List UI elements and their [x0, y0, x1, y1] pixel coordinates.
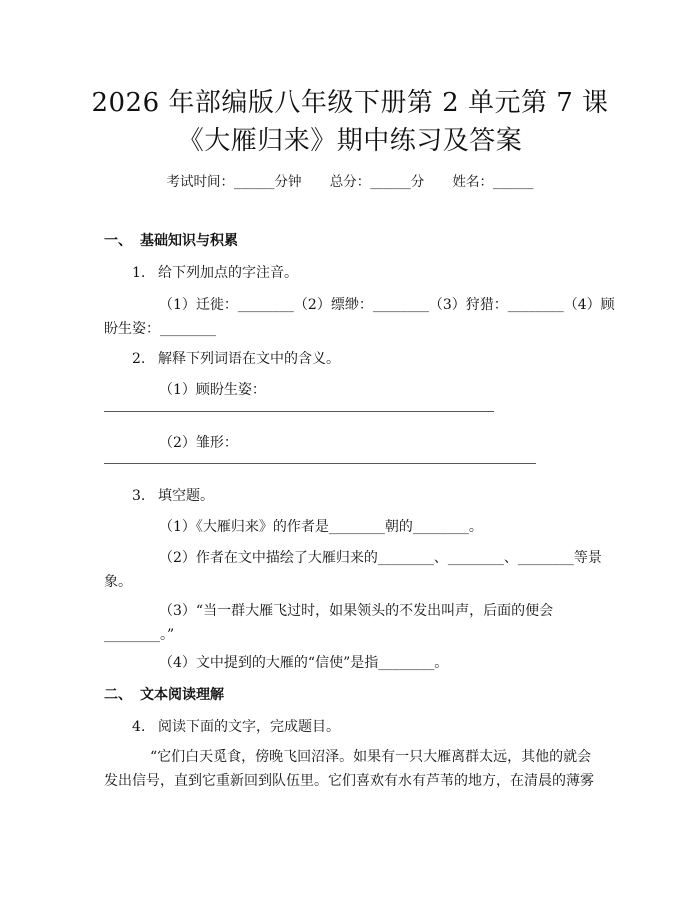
section-title: 文本阅读理解: [140, 687, 224, 703]
question-number: 2.: [132, 351, 146, 367]
fill-blank-line: 象。: [104, 574, 132, 590]
question: [132, 348, 340, 368]
answer-line: （1）迁徙：________（2）缥缈：________（3）狩猎：________（4）顾: [159, 297, 615, 313]
answer-prompt: （1）顾盼生姿：: [159, 382, 266, 398]
fill-blank-line: ________。”: [104, 627, 175, 643]
question-text: 阅读下面的文字，完成题目。: [158, 719, 340, 735]
page-title-line1: 2026 年部编版八年级下册第 2 单元第 7 课: [91, 88, 609, 118]
fill-blank-line: （3）“当一群大雁飞过时，如果领头的不发出叫声，后面的便会: [159, 603, 554, 619]
reading-passage-line: “它们白天觅食，傍晚飞回沼泽。如果有一只大雁离群太远，其他的就会: [150, 749, 592, 765]
answer-rule: [104, 411, 494, 412]
question-text: 解释下列词语在文中的含义。: [158, 351, 340, 367]
question: [132, 262, 298, 282]
exam-meta: [0, 170, 700, 190]
question-number: 1.: [132, 265, 146, 281]
question: [132, 716, 340, 736]
exam-time: 考试时间：______分钟: [166, 174, 302, 190]
answer-rule: [104, 463, 536, 464]
question: [132, 485, 214, 505]
answer-line: 盼生姿：________: [104, 321, 216, 337]
section-heading: [104, 684, 224, 704]
section-number: 二、: [104, 687, 132, 703]
reading-passage-line: 发出信号，直到它重新回到队伍里。它们喜欢有水有芦苇的地方，在清晨的薄雾: [104, 773, 594, 789]
question-text: 给下列加点的字注音。: [158, 265, 298, 281]
exam-score: 总分：______分: [329, 174, 425, 190]
question-number: 4.: [132, 719, 146, 735]
answer-prompt: （2）雏形：: [159, 435, 238, 451]
fill-blank-line: （1）《大雁归来》的作者是________朝的________。: [159, 519, 483, 535]
section-number: 一、: [104, 233, 132, 249]
fill-blank-line: （2）作者在文中描绘了大雁归来的________、________、________等景: [159, 550, 602, 566]
student-name: 姓名：______: [452, 174, 534, 190]
section-title: 基础知识与积累: [140, 233, 238, 249]
question-number: 3.: [132, 488, 146, 504]
section-heading: [104, 230, 238, 250]
fill-blank-line: （4）文中提到的大雁的“信使”是指________。: [159, 655, 449, 671]
page-title-line2: 《大雁归来》期中练习及答案: [177, 126, 523, 156]
question-text: 填空题。: [158, 488, 214, 504]
